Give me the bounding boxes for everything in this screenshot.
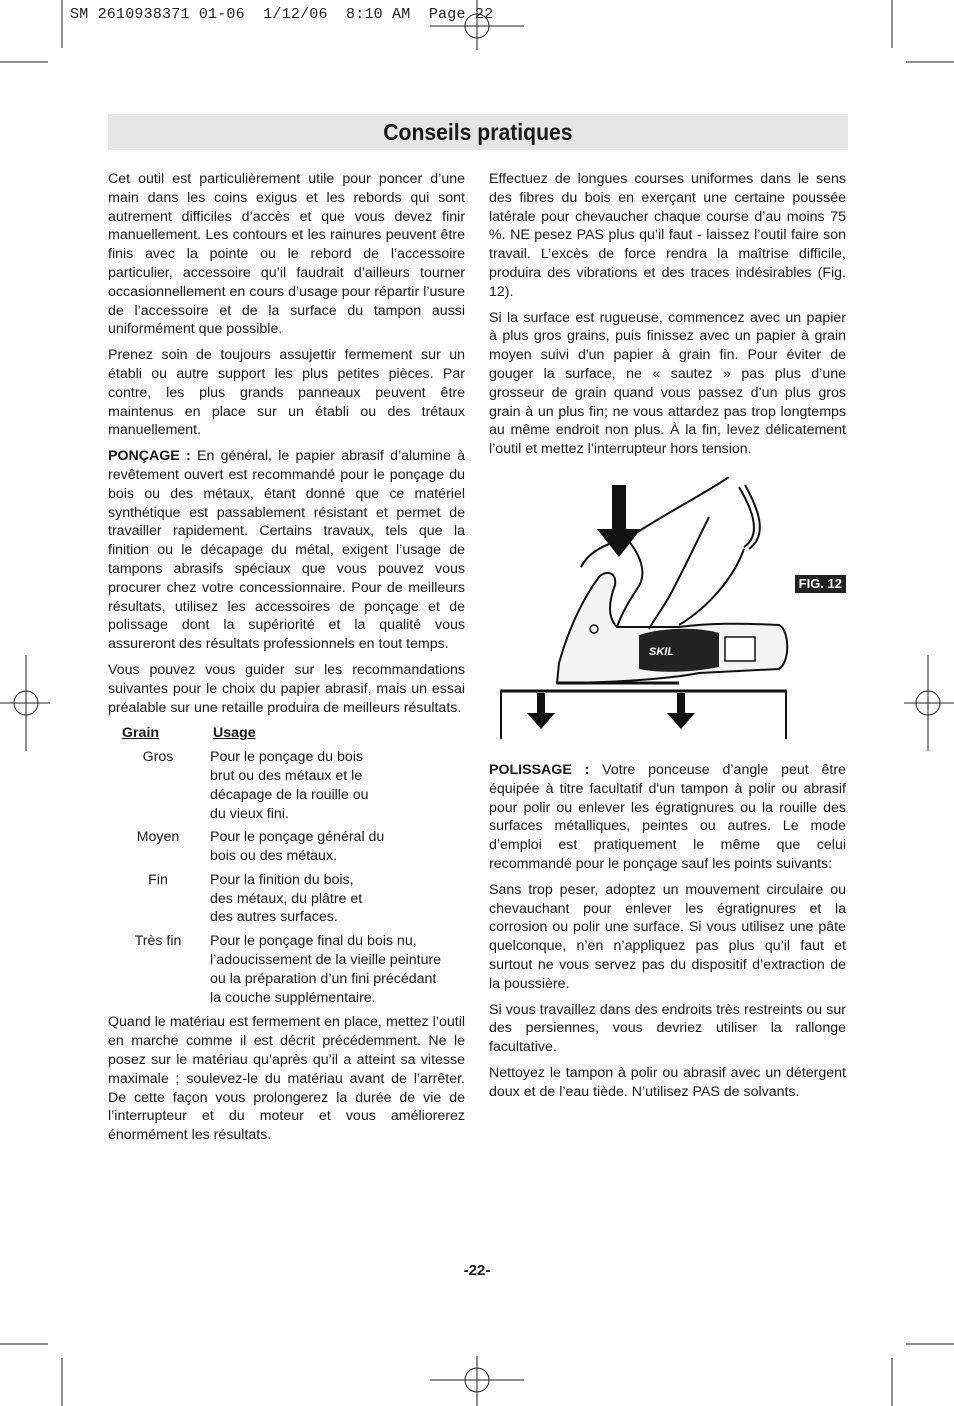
paragraph-extension: Si vous travaillez dans des endroits très restreints ou sur des persiennes, vous devriez utiliser la rallonge facultative. <box>489 1001 846 1056</box>
grain-usage-table <box>108 724 465 1007</box>
usage-line: des métaux, du plâtre et <box>210 890 363 907</box>
figure-label: FIG. 12 <box>795 575 846 593</box>
usage-cell <box>210 871 465 927</box>
paragraph-recommendations: Vous pouvez vous guider sur les recommandations suivantes pour le choix du papier abrasif, mais un essai préalable sur une retaille produira de meilleurs résultats. <box>108 661 465 716</box>
paragraph-operation: Quand le matériau est fermement en place, mettez l’outil en marche comme il est décrit précédemment. Ne le posez sur le matériau qu’après qu’il a atteint sa vitesse maximale ; soulevez-le du matériau avant de l’arrêter. De cette façon vous prolongerez la durée de vie de l’interrupteur et du moteur et vous améliorerez énormément les résultats. <box>108 1014 465 1144</box>
usage-line: Pour la finition du bois, <box>210 871 354 888</box>
table-row <box>108 871 465 927</box>
brand-label: SKIL <box>649 645 675 658</box>
paragraph-strokes: Effectuez de longues courses uniformes dans le sens des fibres du bois en exerçant une certaine poussée latérale pour chevaucher chaque course d’au moins 75 %. NE pesez PAS plus qu’il faut - laissez l’outil faire son travail. L’excès de force rendra la maîtrise difficile, produira des vibrations et des traces indésirables (Fig. 12). <box>489 171 846 300</box>
usage-cell <box>210 828 465 866</box>
table-row <box>108 828 465 866</box>
sanding-heading: PONÇAGE : <box>108 448 191 465</box>
paragraph-sanding <box>108 447 465 654</box>
usage-line: Pour le ponçage final du bois nu, <box>210 933 417 950</box>
sanding-text: En général, le papier abrasif d’alumine à revêtement ouvert est recommandé pour le ponçage du bois ou des métaux, étant donné que ce matériel synthétique est passablement résistant et permet de travailler rapidement. Certains travaux, tels que la finition ou le décapage du métal, exigent l’usage de tampons abrasifs spéciaux que vous pouvez vous procurer chez votre concessionnaire. Pour de meilleurs résultats, utilisez les accessoires de ponçage et de polissage dont la supériorité et la qualité vous assureront des résultats professionnels en tout temps. <box>108 448 465 653</box>
grain-cell: Fin <box>148 871 168 888</box>
paragraph-cleaning: Nettoyez le tampon à polir ou abrasif avec un détergent doux et de l’eau tiède. N’utilisez PAS de solvants. <box>489 1064 846 1100</box>
page-number: -22- <box>463 1262 491 1279</box>
title-bar <box>108 114 848 150</box>
usage-line: brut ou des métaux et le <box>210 767 363 784</box>
usage-line: Pour le ponçage général du <box>210 829 385 846</box>
sander-illustration <box>489 477 846 739</box>
grain-cell: Moyen <box>136 829 180 846</box>
paragraph-polishing <box>489 761 846 874</box>
usage-line: la couche supplémentaire. <box>210 989 376 1006</box>
usage-line: bois ou des métaux. <box>210 848 337 865</box>
table-row <box>108 932 465 1007</box>
paragraph-circular-motion: Sans trop peser, adoptez un mouvement circulaire ou chevauchant pour enlever les égratignures et la corrosion ou polir une surface. Si vous utilisez une pâte quelconque, n’en n’appliquez pas plus qu’il faut et surtout ne vous servez pas du dispositif d’extraction de la poussière. <box>489 881 846 992</box>
usage-line: du vieux fini. <box>210 805 289 822</box>
polishing-heading: POLISSAGE : <box>489 761 590 778</box>
page-title: Conseils pratiques <box>383 118 573 145</box>
grain-cell: Très fin <box>134 933 182 950</box>
header-usage: Usage <box>213 725 256 742</box>
usage-line: décapage de la rouille ou <box>210 786 369 803</box>
right-column <box>489 170 846 1109</box>
print-slug: SM 2610938371 01-06 1/12/06 8:10 AM Page 22 <box>70 6 494 23</box>
left-column <box>108 170 465 1152</box>
grain-cell: Gros <box>142 749 174 766</box>
header-grain: Grain <box>122 725 160 742</box>
usage-cell <box>210 748 465 823</box>
paragraph-intro: Cet outil est particulièrement utile pour poncer d’une main dans les coins exigus et les rebords qui sont autrement difficiles d’accès et que vous devez finir manuellement. Les contours et les rainures peuvent être finis avec la pointe ou le rebord de l’accessoire particulier, accessoire qu’il faudrait d’ailleurs tourner occasionnellement en cours d’usage pour répartir l’usure de l’accessoire et de la surface du tampon aussi uniformément que possible. <box>108 171 465 338</box>
surface-arrow-icon <box>527 693 695 729</box>
usage-line: Pour le ponçage du bois <box>210 749 364 766</box>
figure-12 <box>489 477 846 739</box>
usage-cell <box>210 932 465 1007</box>
usage-line: l’adoucissement de la vieille peinture <box>210 952 442 969</box>
paragraph-secure-workpiece: Prenez soin de toujours assujettir fermement sur un établi ou autre support les plus petites pièces. Par contre, les plus grands panneaux peuvent être maintenus en place sur un établi ou des trétaux manuellement. <box>108 347 465 439</box>
usage-line: des autres surfaces. <box>210 909 338 926</box>
polishing-text: Votre ponceuse d’angle peut être équipée à titre facultatif d'un tampon à polir ou abrasif pour polir ou enlever les égratignures ou la rouille des surfaces métalliques, peintes ou autres. Le mode d’emploi est pratiquement le même que celui recommandé pour le ponçage sauf les points suivants: <box>489 761 846 872</box>
usage-line: ou la préparation d’un fini précédant <box>210 970 437 987</box>
table-row <box>108 748 465 823</box>
paragraph-rough-surface: Si la surface est rugueuse, commencez avec un papier à plus gros grains, puis finissez avec un papier à grain moyen suivi d'un papier à grain fin. Pour éviter de gouger la surface, ne « sautez » pas plus d’une grosseur de grain quand vous passez d’un plus gros grain à un plus fin; ne vous attardez pas trop longtemps au même endroit non plus. À la fin, levez délicatement l’outil et mettez l’interrupteur hors tension. <box>489 309 846 458</box>
table-header <box>108 724 465 743</box>
